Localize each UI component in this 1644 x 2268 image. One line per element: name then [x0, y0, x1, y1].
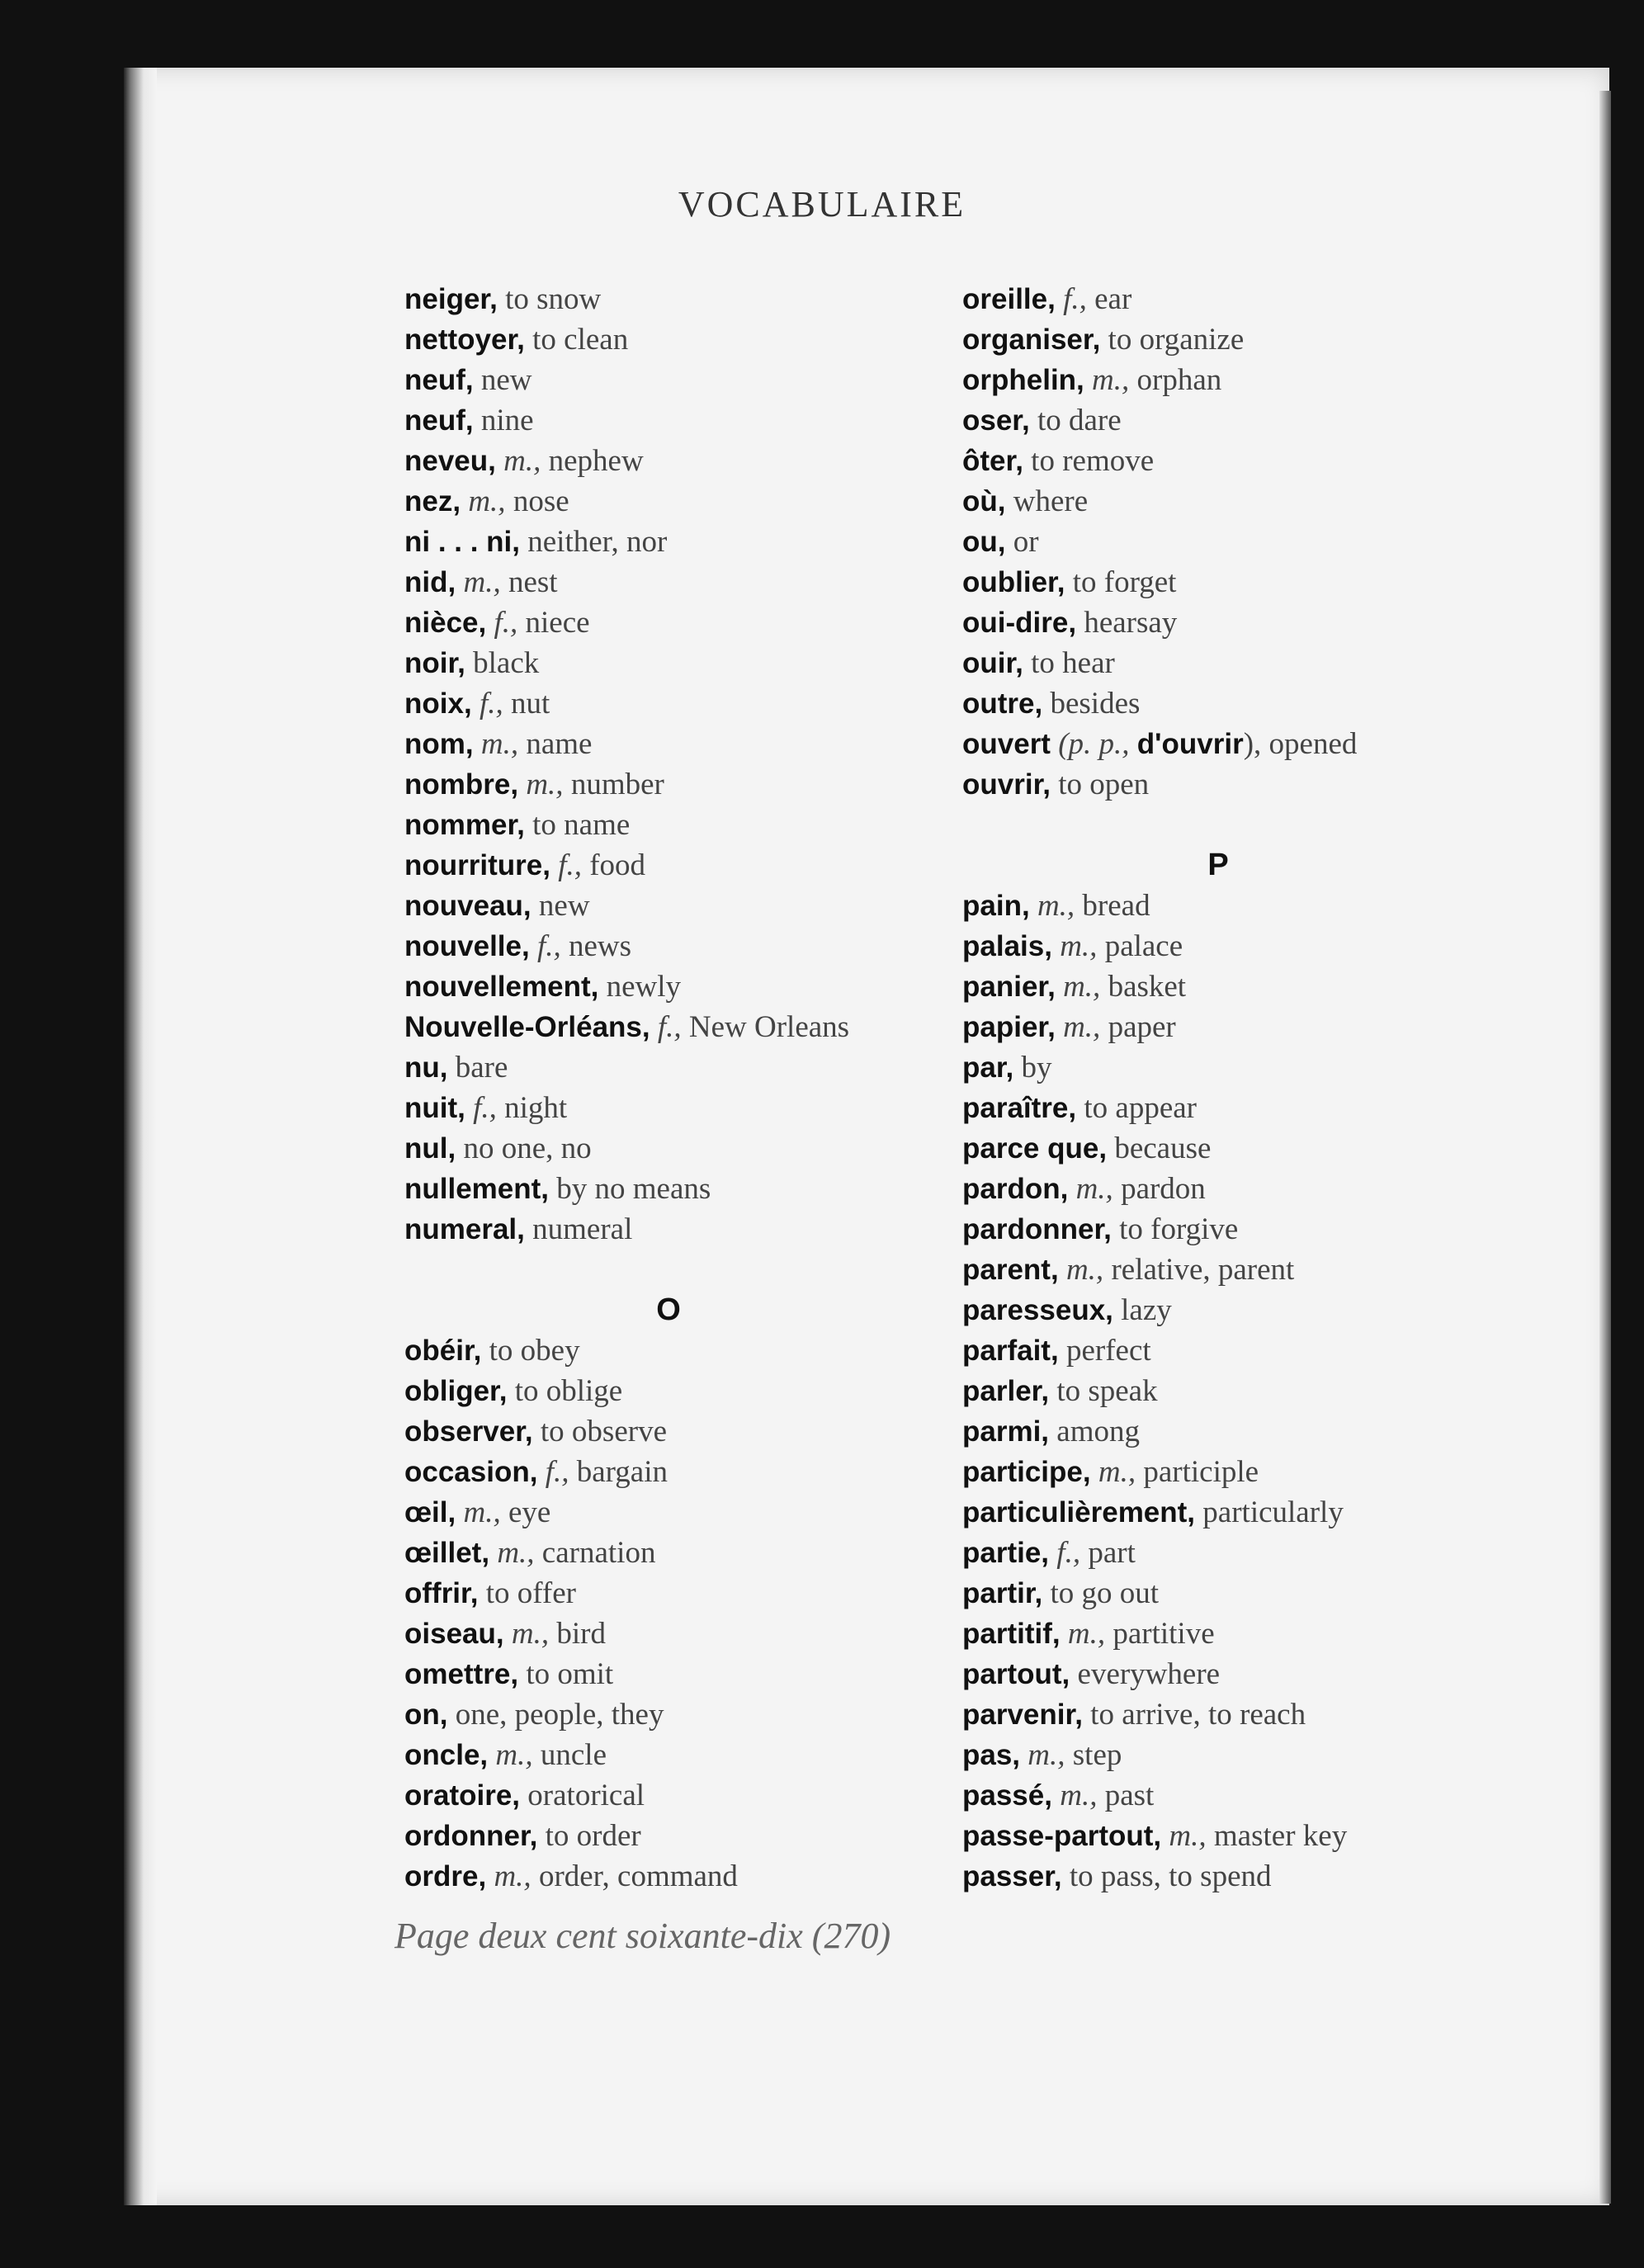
definition: oratorical	[527, 1779, 645, 1812]
definition: bird	[556, 1617, 606, 1651]
page-right-edge	[1599, 91, 1611, 2204]
headword: organiser,	[962, 324, 1101, 356]
grammar-label: m.,	[1098, 1455, 1136, 1489]
vocab-entry	[962, 1573, 1474, 1614]
definition: to obey	[489, 1334, 580, 1368]
definition: to omit	[526, 1657, 614, 1691]
grammar-label: m.,	[1067, 1617, 1106, 1651]
vocab-entry	[962, 1007, 1474, 1047]
section-letter: O	[656, 1292, 681, 1327]
vocab-entry	[962, 1654, 1474, 1694]
headword: partie,	[962, 1537, 1050, 1569]
headword: omettre,	[404, 1658, 519, 1690]
definition: food	[589, 848, 646, 882]
vocab-entry	[404, 966, 933, 1007]
vocab-entry	[404, 1533, 933, 1573]
vocab-entry	[404, 1614, 933, 1654]
definition: order, command	[538, 1859, 738, 1893]
headword: nièce,	[404, 607, 487, 639]
headword: palais,	[962, 930, 1052, 962]
definition: to speak	[1056, 1374, 1158, 1408]
headword: noir,	[404, 647, 465, 679]
vocab-entry	[962, 724, 1474, 764]
page-footer: Page deux cent soixante-dix (270)	[394, 1916, 891, 1956]
vocab-entry	[962, 1775, 1474, 1816]
headword: oncle,	[404, 1739, 489, 1771]
grammar-label: m.,	[1028, 1738, 1065, 1772]
vocab-entry	[962, 926, 1474, 966]
vocab-entry	[962, 1694, 1474, 1735]
vocab-entry	[404, 926, 933, 966]
definition: paper	[1108, 1010, 1176, 1044]
definition: to arrive, to reach	[1090, 1698, 1306, 1732]
vocab-entry	[962, 1128, 1474, 1169]
headword: nez,	[404, 485, 461, 517]
vocab-entry	[962, 1169, 1474, 1209]
definition: hearsay	[1084, 606, 1178, 640]
headword: oratoire,	[404, 1779, 521, 1812]
vocab-entry	[404, 602, 933, 643]
grammar-label: f.,	[558, 848, 582, 882]
vocabulary-column-right	[962, 279, 1474, 1897]
definition: participle	[1143, 1455, 1259, 1489]
vocab-entry	[404, 522, 933, 562]
definition: numeral	[532, 1212, 633, 1246]
grammar-label: m.,	[526, 768, 564, 801]
headword: partout,	[962, 1658, 1070, 1690]
definition: one, people, they	[455, 1698, 664, 1732]
definition: to forgive	[1119, 1212, 1239, 1246]
vocab-entry	[962, 522, 1474, 562]
definition: palace	[1104, 929, 1183, 963]
vocab-entry	[962, 1411, 1474, 1452]
vocab-entry	[962, 1290, 1474, 1330]
vocab-entry	[404, 1128, 933, 1169]
headword: paraître,	[962, 1092, 1077, 1124]
vocab-entry	[404, 562, 933, 602]
definition: ear	[1094, 282, 1132, 316]
headword: passer,	[962, 1860, 1062, 1892]
grammar-label: m.,	[463, 1495, 501, 1529]
headword: parfait,	[962, 1335, 1059, 1367]
headword: obéir,	[404, 1335, 482, 1367]
vocab-entry	[962, 1088, 1474, 1128]
vocab-entry	[962, 764, 1474, 805]
headword: partir,	[962, 1577, 1043, 1609]
vocab-entry	[404, 1654, 933, 1694]
definition: to hear	[1031, 646, 1115, 680]
headword: obliger,	[404, 1375, 508, 1407]
headword: neuf,	[404, 364, 474, 396]
definition: master key	[1213, 1819, 1348, 1853]
definition: orphan	[1136, 363, 1222, 397]
vocabulary-column-left	[404, 279, 933, 1897]
definition: relative, parent	[1111, 1253, 1295, 1287]
grammar-label: m.,	[1063, 970, 1101, 1004]
grammar-label: m.,	[468, 484, 506, 518]
vocab-entry	[404, 1735, 933, 1775]
headword: passé,	[962, 1779, 1052, 1812]
vocab-entry	[962, 966, 1474, 1007]
definition: to observe	[540, 1415, 668, 1448]
headword: nombre,	[404, 768, 519, 801]
headword: outre,	[962, 687, 1043, 720]
headword: pain,	[962, 890, 1030, 922]
definition: partitive	[1113, 1617, 1215, 1651]
headword: offrir,	[404, 1577, 479, 1609]
vocab-entry	[404, 279, 933, 319]
definition: to appear	[1084, 1091, 1197, 1125]
headword: occasion,	[404, 1456, 538, 1488]
definition: night	[504, 1091, 568, 1125]
headword: nettoyer,	[404, 324, 525, 356]
headword: passe-partout,	[962, 1820, 1162, 1852]
vocab-entry	[404, 1694, 933, 1735]
headword: nullement,	[404, 1173, 550, 1205]
definition: bread	[1082, 889, 1150, 923]
vocab-entry	[962, 683, 1474, 724]
headword: nu,	[404, 1051, 448, 1084]
headword: oser,	[962, 404, 1030, 437]
definition: everywhere	[1077, 1657, 1221, 1691]
page-title: VOCABULAIRE	[678, 184, 966, 224]
definition: to open	[1058, 768, 1150, 801]
grammar-label: f.,	[536, 929, 561, 963]
definition: name	[526, 727, 593, 761]
headword: par,	[962, 1051, 1014, 1084]
headword: ou,	[962, 526, 1006, 558]
definition: black	[473, 646, 540, 680]
headword: on,	[404, 1699, 448, 1731]
definition: nut	[510, 687, 550, 721]
definition: neither, nor	[527, 525, 668, 559]
headword: oui-dire,	[962, 607, 1077, 639]
definition: newly	[606, 970, 682, 1004]
headword: nul,	[404, 1132, 456, 1165]
definition: step	[1072, 1738, 1122, 1772]
grammar-label: f.,	[545, 1455, 569, 1489]
headword: particulièrement,	[962, 1496, 1196, 1529]
grammar-label: f.,	[1056, 1536, 1081, 1570]
headword: panier,	[962, 971, 1056, 1003]
headword: nid,	[404, 566, 456, 598]
grammar-label: m.,	[1060, 1779, 1098, 1812]
vocab-entry	[404, 360, 933, 400]
headword: œillet,	[404, 1537, 490, 1569]
vocab-entry	[962, 319, 1474, 360]
definition: to snow	[505, 282, 602, 316]
vocab-entry	[962, 400, 1474, 441]
headword: où,	[962, 485, 1006, 517]
headword: neveu,	[404, 445, 496, 477]
definition: to clean	[532, 323, 629, 357]
grammar-label: m.,	[1063, 1010, 1101, 1044]
headword: ouvert	[962, 728, 1051, 760]
headword: nom,	[404, 728, 474, 760]
vocab-entry	[962, 481, 1474, 522]
vocab-entry	[962, 1047, 1474, 1088]
grammar-label: m.,	[495, 1738, 533, 1772]
vocab-entry	[404, 886, 933, 926]
definition: perfect	[1065, 1334, 1151, 1368]
definition: to organize	[1108, 323, 1245, 357]
headword: ôter,	[962, 445, 1023, 477]
definition: to name	[532, 808, 631, 842]
grammar-label: m.,	[463, 565, 501, 599]
headword: parler,	[962, 1375, 1050, 1407]
grammar-label: m.,	[1075, 1172, 1113, 1206]
definition: nine	[480, 404, 534, 437]
vocab-entry	[404, 1007, 933, 1047]
grammar-label: m.,	[1037, 889, 1075, 923]
vocab-entry	[962, 1452, 1474, 1492]
grammar-label: m.,	[494, 1859, 531, 1893]
headword: ni . . . ni,	[404, 526, 520, 558]
headword: noix,	[404, 687, 472, 720]
vocab-entry	[962, 1856, 1474, 1897]
grammar-label: f.,	[657, 1010, 682, 1044]
vocab-entry	[404, 1411, 933, 1452]
headword: pardonner,	[962, 1213, 1112, 1245]
vocab-entry	[962, 1533, 1474, 1573]
definition: carnation	[541, 1536, 656, 1570]
grammar-label: m.,	[480, 727, 519, 761]
page-binding-edge	[124, 68, 157, 2205]
headword: parce que,	[962, 1132, 1108, 1165]
headword: œil,	[404, 1496, 456, 1529]
definition: uncle	[540, 1738, 607, 1772]
vocab-entry	[404, 805, 933, 845]
grammar-label: m.,	[1092, 363, 1130, 397]
grammar-label: (p. p.,	[1058, 727, 1130, 761]
headword: pardon,	[962, 1173, 1069, 1205]
vocab-entry	[404, 481, 933, 522]
headword: nommer,	[404, 809, 525, 841]
definition: particularly	[1202, 1495, 1344, 1529]
grammar-label: m.,	[1169, 1819, 1207, 1853]
headword: numeral,	[404, 1213, 525, 1245]
definition: pardon	[1121, 1172, 1206, 1206]
headword: neiger,	[404, 283, 498, 315]
headword: ouir,	[962, 647, 1023, 679]
vocab-entry	[404, 1371, 933, 1411]
vocab-entry	[404, 319, 933, 360]
vocab-entry	[404, 1209, 933, 1250]
section-letter: P	[1207, 848, 1229, 882]
headword: nuit,	[404, 1092, 465, 1124]
definition: New Orleans	[688, 1010, 850, 1044]
vocab-entry	[404, 1775, 933, 1816]
definition: nest	[508, 565, 558, 599]
vocab-entry	[962, 562, 1474, 602]
grammar-label: m.,	[497, 1536, 535, 1570]
headword: oiseau,	[404, 1618, 504, 1650]
vocab-entry	[404, 1047, 933, 1088]
vocab-entry	[404, 764, 933, 805]
definition: nephew	[548, 444, 644, 478]
vocab-entry	[404, 683, 933, 724]
definition: bargain	[576, 1455, 668, 1489]
headword: Nouvelle-Orléans,	[404, 1011, 650, 1043]
vocab-entry	[404, 1088, 933, 1128]
definition: where	[1013, 484, 1089, 518]
vocab-entry	[404, 1856, 933, 1897]
grammar-label: f.,	[473, 1091, 497, 1125]
vocab-entry	[404, 1816, 933, 1856]
definition: to forget	[1072, 565, 1177, 599]
vocab-entry	[404, 441, 933, 481]
headword: nourriture,	[404, 849, 550, 881]
vocab-entry	[962, 360, 1474, 400]
grammar-label: f.,	[1063, 282, 1087, 316]
vocab-entry	[404, 845, 933, 886]
definition: to dare	[1037, 404, 1122, 437]
grammar-label: m.,	[511, 1617, 550, 1651]
definition: lazy	[1121, 1293, 1172, 1327]
vocab-entry	[404, 1452, 933, 1492]
definition: bare	[455, 1051, 508, 1084]
vocab-entry	[404, 1169, 933, 1209]
definition: no one, no	[463, 1132, 592, 1165]
headword: papier,	[962, 1011, 1056, 1043]
definition: basket	[1108, 970, 1187, 1004]
vocab-entry	[962, 1250, 1474, 1290]
vocab-entry	[962, 1735, 1474, 1775]
vocab-entry	[962, 1330, 1474, 1371]
definition: by	[1021, 1051, 1052, 1084]
vocab-entry	[962, 279, 1474, 319]
definition: new	[538, 889, 590, 923]
definition: to order	[545, 1819, 641, 1853]
grammar-label: m.,	[1065, 1253, 1104, 1287]
headword: partitif,	[962, 1618, 1061, 1650]
definition: to offer	[485, 1576, 576, 1610]
definition: new	[480, 363, 532, 397]
definition: ), opened	[1243, 727, 1358, 761]
grammar-label: m.,	[503, 444, 541, 478]
cross-reference: d'ouvrir	[1136, 728, 1244, 760]
definition: among	[1056, 1415, 1140, 1448]
definition: to go out	[1050, 1576, 1160, 1610]
vocab-entry	[962, 643, 1474, 683]
vocab-entry	[404, 643, 933, 683]
vocab-entry	[404, 1573, 933, 1614]
definition: niece	[525, 606, 590, 640]
definition: news	[569, 929, 632, 963]
vocab-entry	[962, 1492, 1474, 1533]
definition: or	[1013, 525, 1039, 559]
definition: because	[1114, 1132, 1212, 1165]
headword: observer,	[404, 1415, 533, 1448]
headword: oublier,	[962, 566, 1065, 598]
headword: nouvellement,	[404, 971, 599, 1003]
definition: to oblige	[514, 1374, 623, 1408]
grammar-label: f.,	[479, 687, 503, 721]
grammar-label: f.,	[494, 606, 518, 640]
vocab-entry	[962, 1209, 1474, 1250]
definition: to remove	[1031, 444, 1155, 478]
headword: nouveau,	[404, 890, 531, 922]
definition: nose	[513, 484, 569, 518]
headword: nouvelle,	[404, 930, 530, 962]
definition: by no means	[556, 1172, 711, 1206]
definition: number	[570, 768, 664, 801]
vocab-entry	[962, 1614, 1474, 1654]
definition: past	[1104, 1779, 1155, 1812]
headword: participe,	[962, 1456, 1091, 1488]
headword: parent,	[962, 1254, 1059, 1286]
headword: oreille,	[962, 283, 1056, 315]
definition: part	[1088, 1536, 1136, 1570]
headword: paresseux,	[962, 1294, 1113, 1326]
headword: orphelin,	[962, 364, 1084, 396]
vocab-entry	[404, 724, 933, 764]
headword: parvenir,	[962, 1699, 1083, 1731]
vocab-entry	[962, 1371, 1474, 1411]
vocab-entry	[962, 1816, 1474, 1856]
headword: ordre,	[404, 1860, 487, 1892]
vocab-entry	[962, 441, 1474, 481]
definition: besides	[1050, 687, 1141, 721]
headword: parmi,	[962, 1415, 1050, 1448]
definition: to pass, to spend	[1069, 1859, 1272, 1893]
vocab-entry	[962, 602, 1474, 643]
grammar-label: m.,	[1060, 929, 1098, 963]
headword: neuf,	[404, 404, 474, 437]
headword: ouvrir,	[962, 768, 1051, 801]
vocab-entry	[404, 1492, 933, 1533]
vocab-entry	[404, 400, 933, 441]
headword: ordonner,	[404, 1820, 538, 1852]
definition: eye	[508, 1495, 551, 1529]
headword: pas,	[962, 1739, 1021, 1771]
